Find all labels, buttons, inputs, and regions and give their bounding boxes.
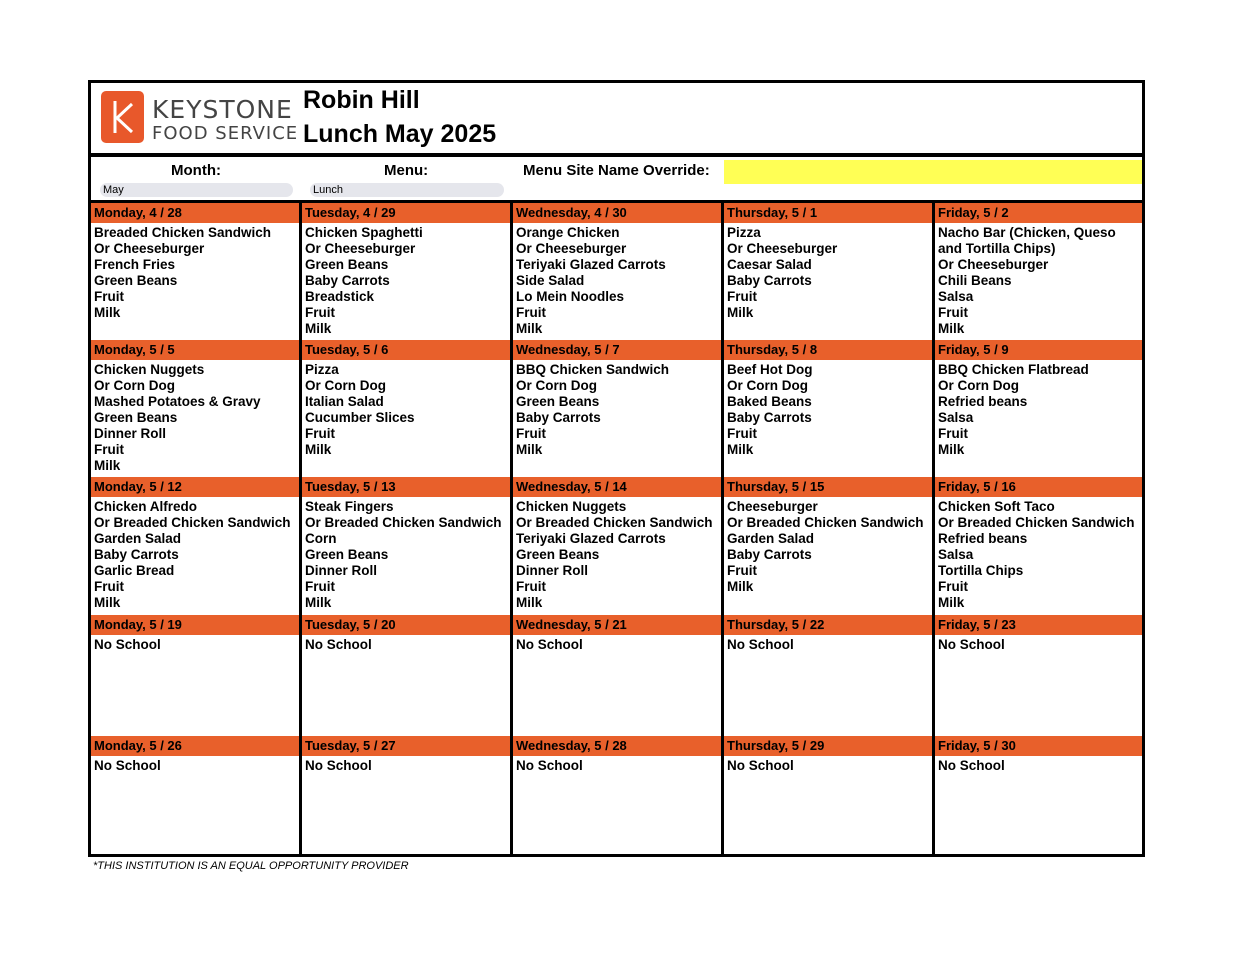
menu-item-list bbox=[305, 637, 510, 653]
menu-item: Pizza bbox=[727, 225, 761, 240]
day-header: Friday, 5 / 30 bbox=[935, 736, 1142, 756]
menu-item: Baked Beans bbox=[727, 394, 812, 409]
day-cell-friday bbox=[935, 203, 1142, 340]
menu-item: Fruit bbox=[516, 426, 546, 441]
column-divider bbox=[932, 203, 935, 857]
menu-item: No School bbox=[938, 758, 1005, 773]
menu-item: Fruit bbox=[938, 579, 968, 594]
menu-item: No School bbox=[94, 758, 161, 773]
day-header: Thursday, 5 / 22 bbox=[724, 615, 932, 635]
day-header: Thursday, 5 / 15 bbox=[724, 477, 932, 497]
day-cell-tuesday bbox=[302, 736, 510, 857]
menu-item: BBQ Chicken Sandwich bbox=[516, 362, 670, 377]
menu-item: Breaded Chicken Sandwich bbox=[94, 225, 272, 240]
menu-item: Fruit bbox=[94, 442, 124, 457]
day-cell-friday bbox=[935, 736, 1142, 857]
menu-item: Fruit bbox=[727, 289, 757, 304]
menu-item: Caesar Salad bbox=[727, 257, 812, 272]
menu-item: Or Corn Dog bbox=[727, 378, 808, 393]
menu-item: Baby Carrots bbox=[727, 410, 812, 425]
menu-calendar bbox=[91, 203, 1142, 857]
day-header: Thursday, 5 / 8 bbox=[724, 340, 932, 360]
menu-title: Lunch May 2025 bbox=[303, 120, 497, 148]
menu-item: Corn bbox=[305, 531, 337, 546]
override-label: Menu Site Name Override: bbox=[523, 162, 710, 179]
menu-item: Baby Carrots bbox=[94, 547, 179, 562]
day-header: Monday, 4 / 28 bbox=[91, 203, 299, 223]
menu-item: Chicken Alfredo bbox=[94, 499, 198, 514]
menu-item-list bbox=[94, 362, 299, 474]
menu-item: Or Cheeseburger bbox=[727, 241, 838, 256]
site-name: Robin Hill bbox=[303, 86, 420, 114]
day-cell-thursday bbox=[724, 203, 932, 340]
day-header: Wednesday, 4 / 30 bbox=[513, 203, 721, 223]
logo-wordmark-line2: FOOD SERVICE bbox=[152, 123, 299, 144]
menu-item-list bbox=[938, 362, 1142, 458]
day-header: Thursday, 5 / 29 bbox=[724, 736, 932, 756]
menu-item: Teriyaki Glazed Carrots bbox=[516, 531, 666, 546]
menu-item: Milk bbox=[516, 321, 543, 336]
day-header: Tuesday, 5 / 20 bbox=[302, 615, 510, 635]
menu-item: No School bbox=[727, 637, 794, 652]
menu-item-list bbox=[516, 225, 721, 337]
menu-item: Dinner Roll bbox=[94, 426, 167, 441]
menu-item: Chicken Nuggets bbox=[516, 499, 627, 514]
day-cell-tuesday bbox=[302, 477, 510, 615]
menu-item: Or Breaded Chicken Sandwich bbox=[305, 515, 502, 530]
menu-item: Salsa bbox=[938, 410, 974, 425]
menu-item-list bbox=[727, 225, 932, 321]
menu-item: Milk bbox=[94, 305, 121, 320]
menu-item: Chicken Spaghetti bbox=[305, 225, 423, 240]
menu-item: No School bbox=[94, 637, 161, 652]
day-header: Monday, 5 / 12 bbox=[91, 477, 299, 497]
day-cell-monday bbox=[91, 615, 299, 736]
menu-item: Milk bbox=[305, 321, 332, 336]
day-header: Thursday, 5 / 1 bbox=[724, 203, 932, 223]
menu-item-list bbox=[727, 499, 932, 595]
day-header: Tuesday, 5 / 27 bbox=[302, 736, 510, 756]
menu-item: Cheeseburger bbox=[727, 499, 818, 514]
menu-item: Refried beans bbox=[938, 394, 1028, 409]
menu-item: Or Cheeseburger bbox=[938, 257, 1049, 272]
menu-item-list bbox=[938, 499, 1142, 611]
day-cell-tuesday bbox=[302, 340, 510, 477]
day-header: Tuesday, 4 / 29 bbox=[302, 203, 510, 223]
menu-item: Garlic Bread bbox=[94, 563, 175, 578]
menu-item: Or Breaded Chicken Sandwich bbox=[94, 515, 291, 530]
day-cell-wednesday bbox=[513, 736, 721, 857]
day-header: Friday, 5 / 9 bbox=[935, 340, 1142, 360]
menu-item: Fruit bbox=[516, 305, 546, 320]
day-header: Friday, 5 / 2 bbox=[935, 203, 1142, 223]
menu-item: Baby Carrots bbox=[727, 273, 812, 288]
menu-item: No School bbox=[938, 637, 1005, 652]
menu-item: Lo Mein Noodles bbox=[516, 289, 624, 304]
menu-item: Or Breaded Chicken Sandwich bbox=[727, 515, 924, 530]
menu-item: Milk bbox=[938, 442, 965, 457]
menu-item: Dinner Roll bbox=[516, 563, 589, 578]
day-cell-wednesday bbox=[513, 477, 721, 615]
day-header: Monday, 5 / 5 bbox=[91, 340, 299, 360]
day-header: Monday, 5 / 26 bbox=[91, 736, 299, 756]
menu-item: Or Corn Dog bbox=[94, 378, 175, 393]
day-header: Wednesday, 5 / 21 bbox=[513, 615, 721, 635]
menu-item: Fruit bbox=[94, 289, 124, 304]
day-cell-monday bbox=[91, 477, 299, 615]
menu-item: Or Corn Dog bbox=[938, 378, 1019, 393]
menu-item: Or Breaded Chicken Sandwich bbox=[516, 515, 713, 530]
day-header: Friday, 5 / 16 bbox=[935, 477, 1142, 497]
day-header: Tuesday, 5 / 6 bbox=[302, 340, 510, 360]
menu-item-list bbox=[305, 499, 510, 611]
menu-item-list bbox=[94, 758, 299, 774]
day-header: Friday, 5 / 23 bbox=[935, 615, 1142, 635]
menu-item: Green Beans bbox=[305, 547, 389, 562]
menu-item: Milk bbox=[727, 579, 754, 594]
menu-item-list bbox=[516, 637, 721, 653]
menu-item: Chili Beans bbox=[938, 273, 1012, 288]
menu-item: Fruit bbox=[94, 579, 124, 594]
header bbox=[91, 83, 1142, 153]
menu-item: Green Beans bbox=[516, 547, 600, 562]
menu-item: Italian Salad bbox=[305, 394, 384, 409]
menu-item-list bbox=[305, 362, 510, 458]
menu-item-list bbox=[305, 758, 510, 774]
menu-item-list bbox=[938, 225, 1142, 337]
menu-item: Refried beans bbox=[938, 531, 1028, 546]
menu-item: Chicken Nuggets bbox=[94, 362, 205, 377]
menu-item-list bbox=[727, 362, 932, 458]
menu-item: Milk bbox=[516, 442, 543, 457]
menu-item: Chicken Soft Taco bbox=[938, 499, 1055, 514]
logo-k-icon bbox=[101, 91, 144, 143]
menu-item: Baby Carrots bbox=[727, 547, 812, 562]
menu-item: Garden Salad bbox=[727, 531, 815, 546]
menu-item-list bbox=[727, 637, 932, 653]
day-header: Wednesday, 5 / 7 bbox=[513, 340, 721, 360]
menu-item-list bbox=[516, 362, 721, 458]
menu-item: Beef Hot Dog bbox=[727, 362, 813, 377]
column-divider bbox=[510, 203, 513, 857]
day-header: Monday, 5 / 19 bbox=[91, 615, 299, 635]
menu-label: Menu: bbox=[384, 162, 429, 179]
column-divider bbox=[721, 203, 724, 857]
menu-item: Green Beans bbox=[94, 273, 178, 288]
menu-controls bbox=[91, 157, 1142, 200]
day-cell-thursday bbox=[724, 736, 932, 857]
menu-item: Tortilla Chips bbox=[938, 563, 1024, 578]
day-cell-monday bbox=[91, 203, 299, 340]
override-input[interactable] bbox=[724, 160, 1142, 184]
keystone-logo bbox=[100, 88, 299, 146]
menu-item: No School bbox=[516, 637, 583, 652]
day-header: Wednesday, 5 / 28 bbox=[513, 736, 721, 756]
menu-item: Milk bbox=[305, 442, 332, 457]
day-cell-friday bbox=[935, 477, 1142, 615]
menu-item: Side Salad bbox=[516, 273, 585, 288]
menu-item: Fruit bbox=[516, 579, 546, 594]
column-divider bbox=[299, 203, 302, 857]
menu-item: Pizza bbox=[305, 362, 339, 377]
menu-item: Dinner Roll bbox=[305, 563, 378, 578]
menu-item: No School bbox=[305, 758, 372, 773]
menu-item: Teriyaki Glazed Carrots bbox=[516, 257, 666, 272]
menu-item-list bbox=[516, 758, 721, 774]
menu-item-list bbox=[938, 758, 1142, 774]
menu-item: Milk bbox=[938, 595, 965, 610]
day-cell-friday bbox=[935, 340, 1142, 477]
menu-item: Salsa bbox=[938, 547, 974, 562]
menu-item: Milk bbox=[305, 595, 332, 610]
menu-item: Milk bbox=[94, 595, 121, 610]
menu-item: Or Breaded Chicken Sandwich bbox=[938, 515, 1135, 530]
menu-item-list bbox=[94, 637, 299, 653]
day-cell-tuesday bbox=[302, 203, 510, 340]
menu-item-list bbox=[938, 637, 1142, 653]
footer-note: *THIS INSTITUTION IS AN EQUAL OPPORTUNITY PROVIDER bbox=[93, 860, 409, 872]
menu-item: Fruit bbox=[938, 426, 968, 441]
menu-item: Baby Carrots bbox=[305, 273, 390, 288]
menu-item-list bbox=[94, 225, 299, 321]
menu-item: Green Beans bbox=[516, 394, 600, 409]
menu-item: No School bbox=[305, 637, 372, 652]
menu-item: Milk bbox=[727, 305, 754, 320]
menu-item: Baby Carrots bbox=[516, 410, 601, 425]
menu-item: Fruit bbox=[727, 426, 757, 441]
menu-item: Nacho Bar (Chicken, Queso bbox=[938, 225, 1116, 240]
day-cell-friday bbox=[935, 615, 1142, 736]
day-cell-wednesday bbox=[513, 203, 721, 340]
day-cell-thursday bbox=[724, 615, 932, 736]
menu-item: Fruit bbox=[938, 305, 968, 320]
menu-item: Green Beans bbox=[94, 410, 178, 425]
day-cell-thursday bbox=[724, 340, 932, 477]
day-cell-monday bbox=[91, 736, 299, 857]
menu-item: Orange Chicken bbox=[516, 225, 620, 240]
menu-select[interactable]: Lunch bbox=[310, 183, 504, 197]
day-cell-thursday bbox=[724, 477, 932, 615]
menu-item: Milk bbox=[516, 595, 543, 610]
day-cell-monday bbox=[91, 340, 299, 477]
menu-item-list bbox=[516, 499, 721, 611]
menu-item: Milk bbox=[727, 442, 754, 457]
logo-wordmark-line1: KEYSTONE bbox=[152, 95, 293, 124]
menu-item: Or Cheeseburger bbox=[305, 241, 416, 256]
menu-item: Salsa bbox=[938, 289, 974, 304]
menu-item: BBQ Chicken Flatbread bbox=[938, 362, 1089, 377]
menu-item: Milk bbox=[938, 321, 965, 336]
day-cell-wednesday bbox=[513, 615, 721, 736]
menu-item: No School bbox=[516, 758, 583, 773]
menu-sheet bbox=[88, 80, 1145, 857]
menu-item-list bbox=[305, 225, 510, 337]
menu-item: and Tortilla Chips) bbox=[938, 241, 1056, 256]
menu-item: Cucumber Slices bbox=[305, 410, 415, 425]
menu-item: Fruit bbox=[727, 563, 757, 578]
menu-item: Or Cheeseburger bbox=[94, 241, 205, 256]
menu-item: Or Corn Dog bbox=[305, 378, 386, 393]
day-cell-wednesday bbox=[513, 340, 721, 477]
menu-item: Fruit bbox=[305, 426, 335, 441]
menu-item: Garden Salad bbox=[94, 531, 182, 546]
menu-item: Or Cheeseburger bbox=[516, 241, 627, 256]
menu-item: Fruit bbox=[305, 579, 335, 594]
menu-item: Fruit bbox=[305, 305, 335, 320]
day-header: Wednesday, 5 / 14 bbox=[513, 477, 721, 497]
menu-item-list bbox=[94, 499, 299, 611]
month-label: Month: bbox=[171, 162, 221, 179]
menu-item: Mashed Potatoes & Gravy bbox=[94, 394, 261, 409]
menu-item-list bbox=[727, 758, 932, 774]
menu-item: French Fries bbox=[94, 257, 176, 272]
menu-item: Green Beans bbox=[305, 257, 389, 272]
month-select[interactable]: May bbox=[100, 183, 293, 197]
menu-item: Milk bbox=[94, 458, 121, 473]
menu-item: No School bbox=[727, 758, 794, 773]
day-header: Tuesday, 5 / 13 bbox=[302, 477, 510, 497]
menu-item: Breadstick bbox=[305, 289, 375, 304]
day-cell-tuesday bbox=[302, 615, 510, 736]
menu-item: Steak Fingers bbox=[305, 499, 394, 514]
menu-item: Or Corn Dog bbox=[516, 378, 597, 393]
